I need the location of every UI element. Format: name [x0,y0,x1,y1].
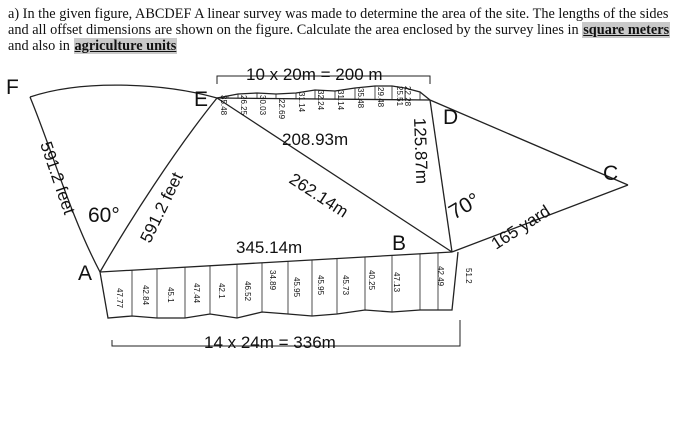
ab-offset-value: 42.1 [217,283,226,299]
ab-offset-value: 47.13 [392,272,401,293]
vertex-B: B [392,232,407,255]
ab-offset-value: 42.49 [436,266,445,287]
problem-text: a) In the given figure, ABCDEF A linear survey was made to determine the area of the site. The lengths of the sides and all offset dimensions are shown on the figure. Calculate the area enclosed by the survey lines in [8,6,669,38]
ed-offset-value: 22.28 [403,86,412,107]
vertex-F: F [6,76,19,99]
ab-offset-value: 46.52 [243,281,252,302]
ab-offset-value: 45.95 [292,277,301,298]
ed-offset-value: 26.25 [239,95,248,116]
boundary-FE [30,85,217,98]
vertex-A: A [78,262,93,285]
ed-offset-value: 25.51 [395,86,404,107]
vertex-C: C [603,162,619,185]
dim-cd: 165 yard [487,201,554,254]
dim-ed-total: 10 x 20m = 200 m [246,65,383,84]
ab-offset-value: 34.89 [268,270,277,291]
ab-offset-value: 51.2 [464,268,473,284]
ed-offset-value: 29.48 [376,87,385,108]
dim-ed: 208.93m [282,130,349,149]
line-DC [430,100,628,185]
dim-ae: 591.2 feet [136,169,187,246]
ab-offset-value: 47.77 [115,288,124,309]
unit-agriculture: agriculture units [74,38,177,54]
ed-offset-value: 31.14 [297,92,306,113]
ed-offset-value: 31.14 [336,90,345,111]
ab-offset-value: 45.1 [166,287,175,303]
ab-offset-value: 47.44 [192,283,201,304]
dim-ab: 345.14m [236,238,303,257]
angle-D: 70° [445,188,485,225]
ed-offset-value: 32.24 [316,90,325,111]
vertex-D: D [443,106,459,129]
ed-offset-value: 35.48 [219,95,228,116]
ab-offset-value: 42.84 [141,285,150,306]
dim-bd: 125.87m [410,117,432,185]
dim-fa: 591.2 feet [36,139,79,217]
angle-A: 60° [88,204,120,227]
ed-offset-value: 22.69 [277,99,286,120]
boundary-EA [100,98,217,272]
ed-offset-value: 35.48 [356,88,365,109]
dim-ab-total: 14 x 24m = 336m [204,333,336,352]
ab-offset-value: 45.73 [341,275,350,296]
ab-offset-value: 45.95 [316,275,325,296]
vertex-E: E [194,88,209,111]
ed-offset-value: 30.03 [258,95,267,116]
problem-text-mid: and also in [8,38,70,54]
dim-eb: 262.14m [285,169,352,222]
unit-square-meters: square meters [583,22,670,38]
ab-offset-value: 40.25 [367,270,376,291]
